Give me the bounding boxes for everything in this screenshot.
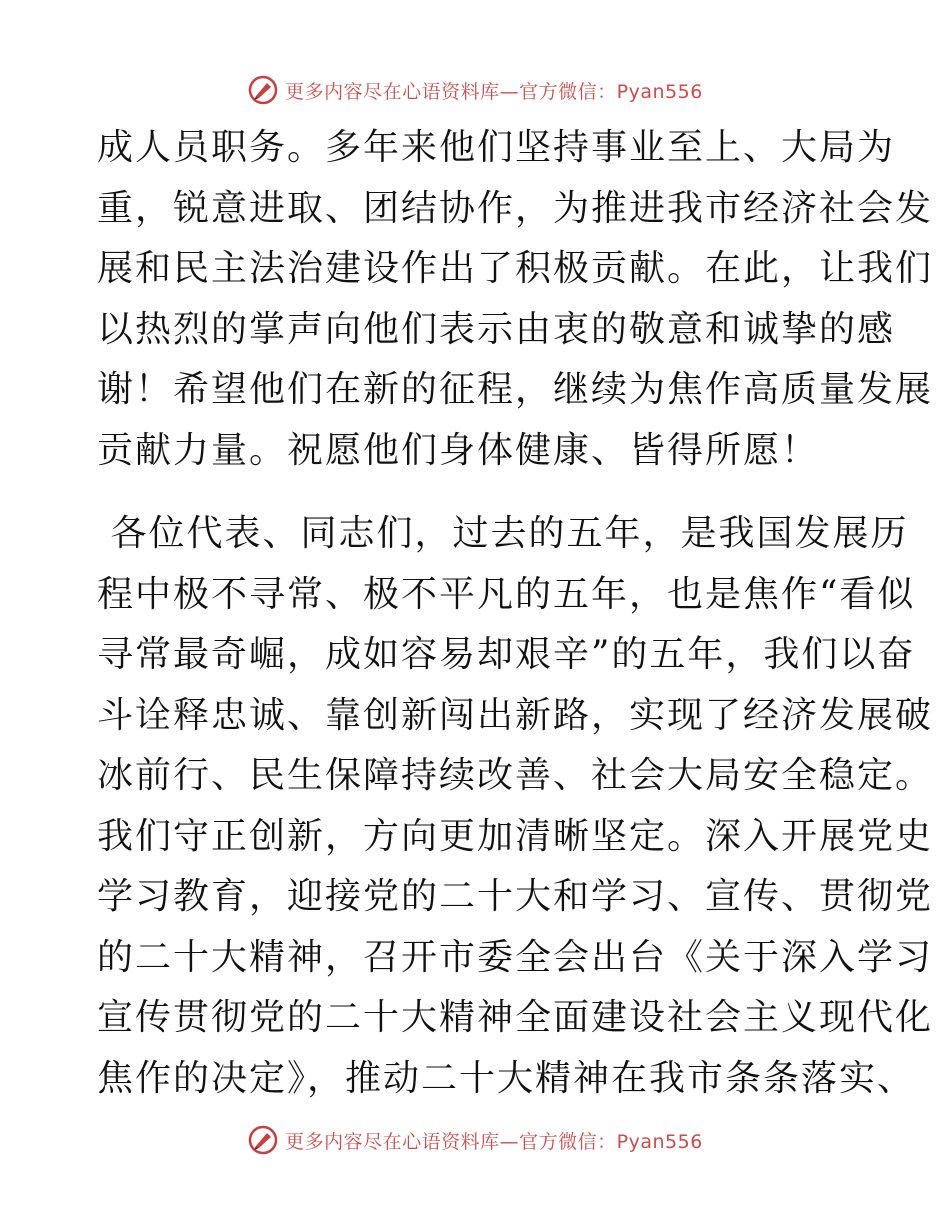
text-line: 成人员职务。多年来他们坚持事业至上、大局为 <box>97 127 896 168</box>
text-line: 焦作的决定》，推动二十大精神在我市条条落实、 <box>97 1057 916 1099</box>
text-line: 谢！希望他们在新的征程，继续为焦作高质量发展 <box>97 369 934 410</box>
text-line: 重，锐意进取、团结协作，为推进我市经济社会发 <box>97 187 934 229</box>
text-line: 各位代表、同志们，过去的五年，是我国发展历 <box>97 513 909 554</box>
pen-nib-circle-icon <box>247 74 279 106</box>
text-line: 斗诠释忠诚、靠创新闯出新路，实现了经济发展破 <box>97 694 934 736</box>
text-line: 的二十大精神，召开市委全会出台《关于深入学习 <box>97 936 934 978</box>
watermark-text: 更多内容尽在心语资料库—官方微信：Pyan556 <box>285 1130 703 1153</box>
text-line: 程中极不寻常、极不平凡的五年，也是焦作“看似 <box>97 573 916 615</box>
text-line: 展和民主法治建设作出了积极贡献。在此，让我们 <box>97 248 934 289</box>
text-line: 冰前行、民生保障持续改善、社会大局安全稳定。 <box>97 755 934 796</box>
footer-watermark <box>0 1120 950 1160</box>
paragraph-1 <box>97 118 934 481</box>
text-line: 宣传贯彻党的二十大精神全面建设社会主义现代化 <box>97 997 934 1038</box>
text-line: 我们守正创新，方向更加清晰坚定。深入开展党史 <box>97 815 934 857</box>
text-line: 以热烈的掌声向他们表示由衷的敬意和诚挚的感 <box>97 308 896 350</box>
document-body <box>97 118 934 1109</box>
watermark-text: 更多内容尽在心语资料库—官方微信：Pyan556 <box>285 80 703 103</box>
text-line: 寻常最奇崛，成如容易却艰辛”的五年，我们以奋 <box>97 634 916 675</box>
text-line: 学习教育，迎接党的二十大和学习、宣传、贯彻党 <box>97 876 934 917</box>
paragraph-spacer <box>97 481 857 504</box>
pen-nib-circle-icon <box>247 1124 279 1156</box>
text-line: 贡献力量。祝愿他们身体健康、皆得所愿！ <box>97 429 820 471</box>
header-watermark <box>0 70 950 110</box>
paragraph-2 <box>97 504 934 1109</box>
